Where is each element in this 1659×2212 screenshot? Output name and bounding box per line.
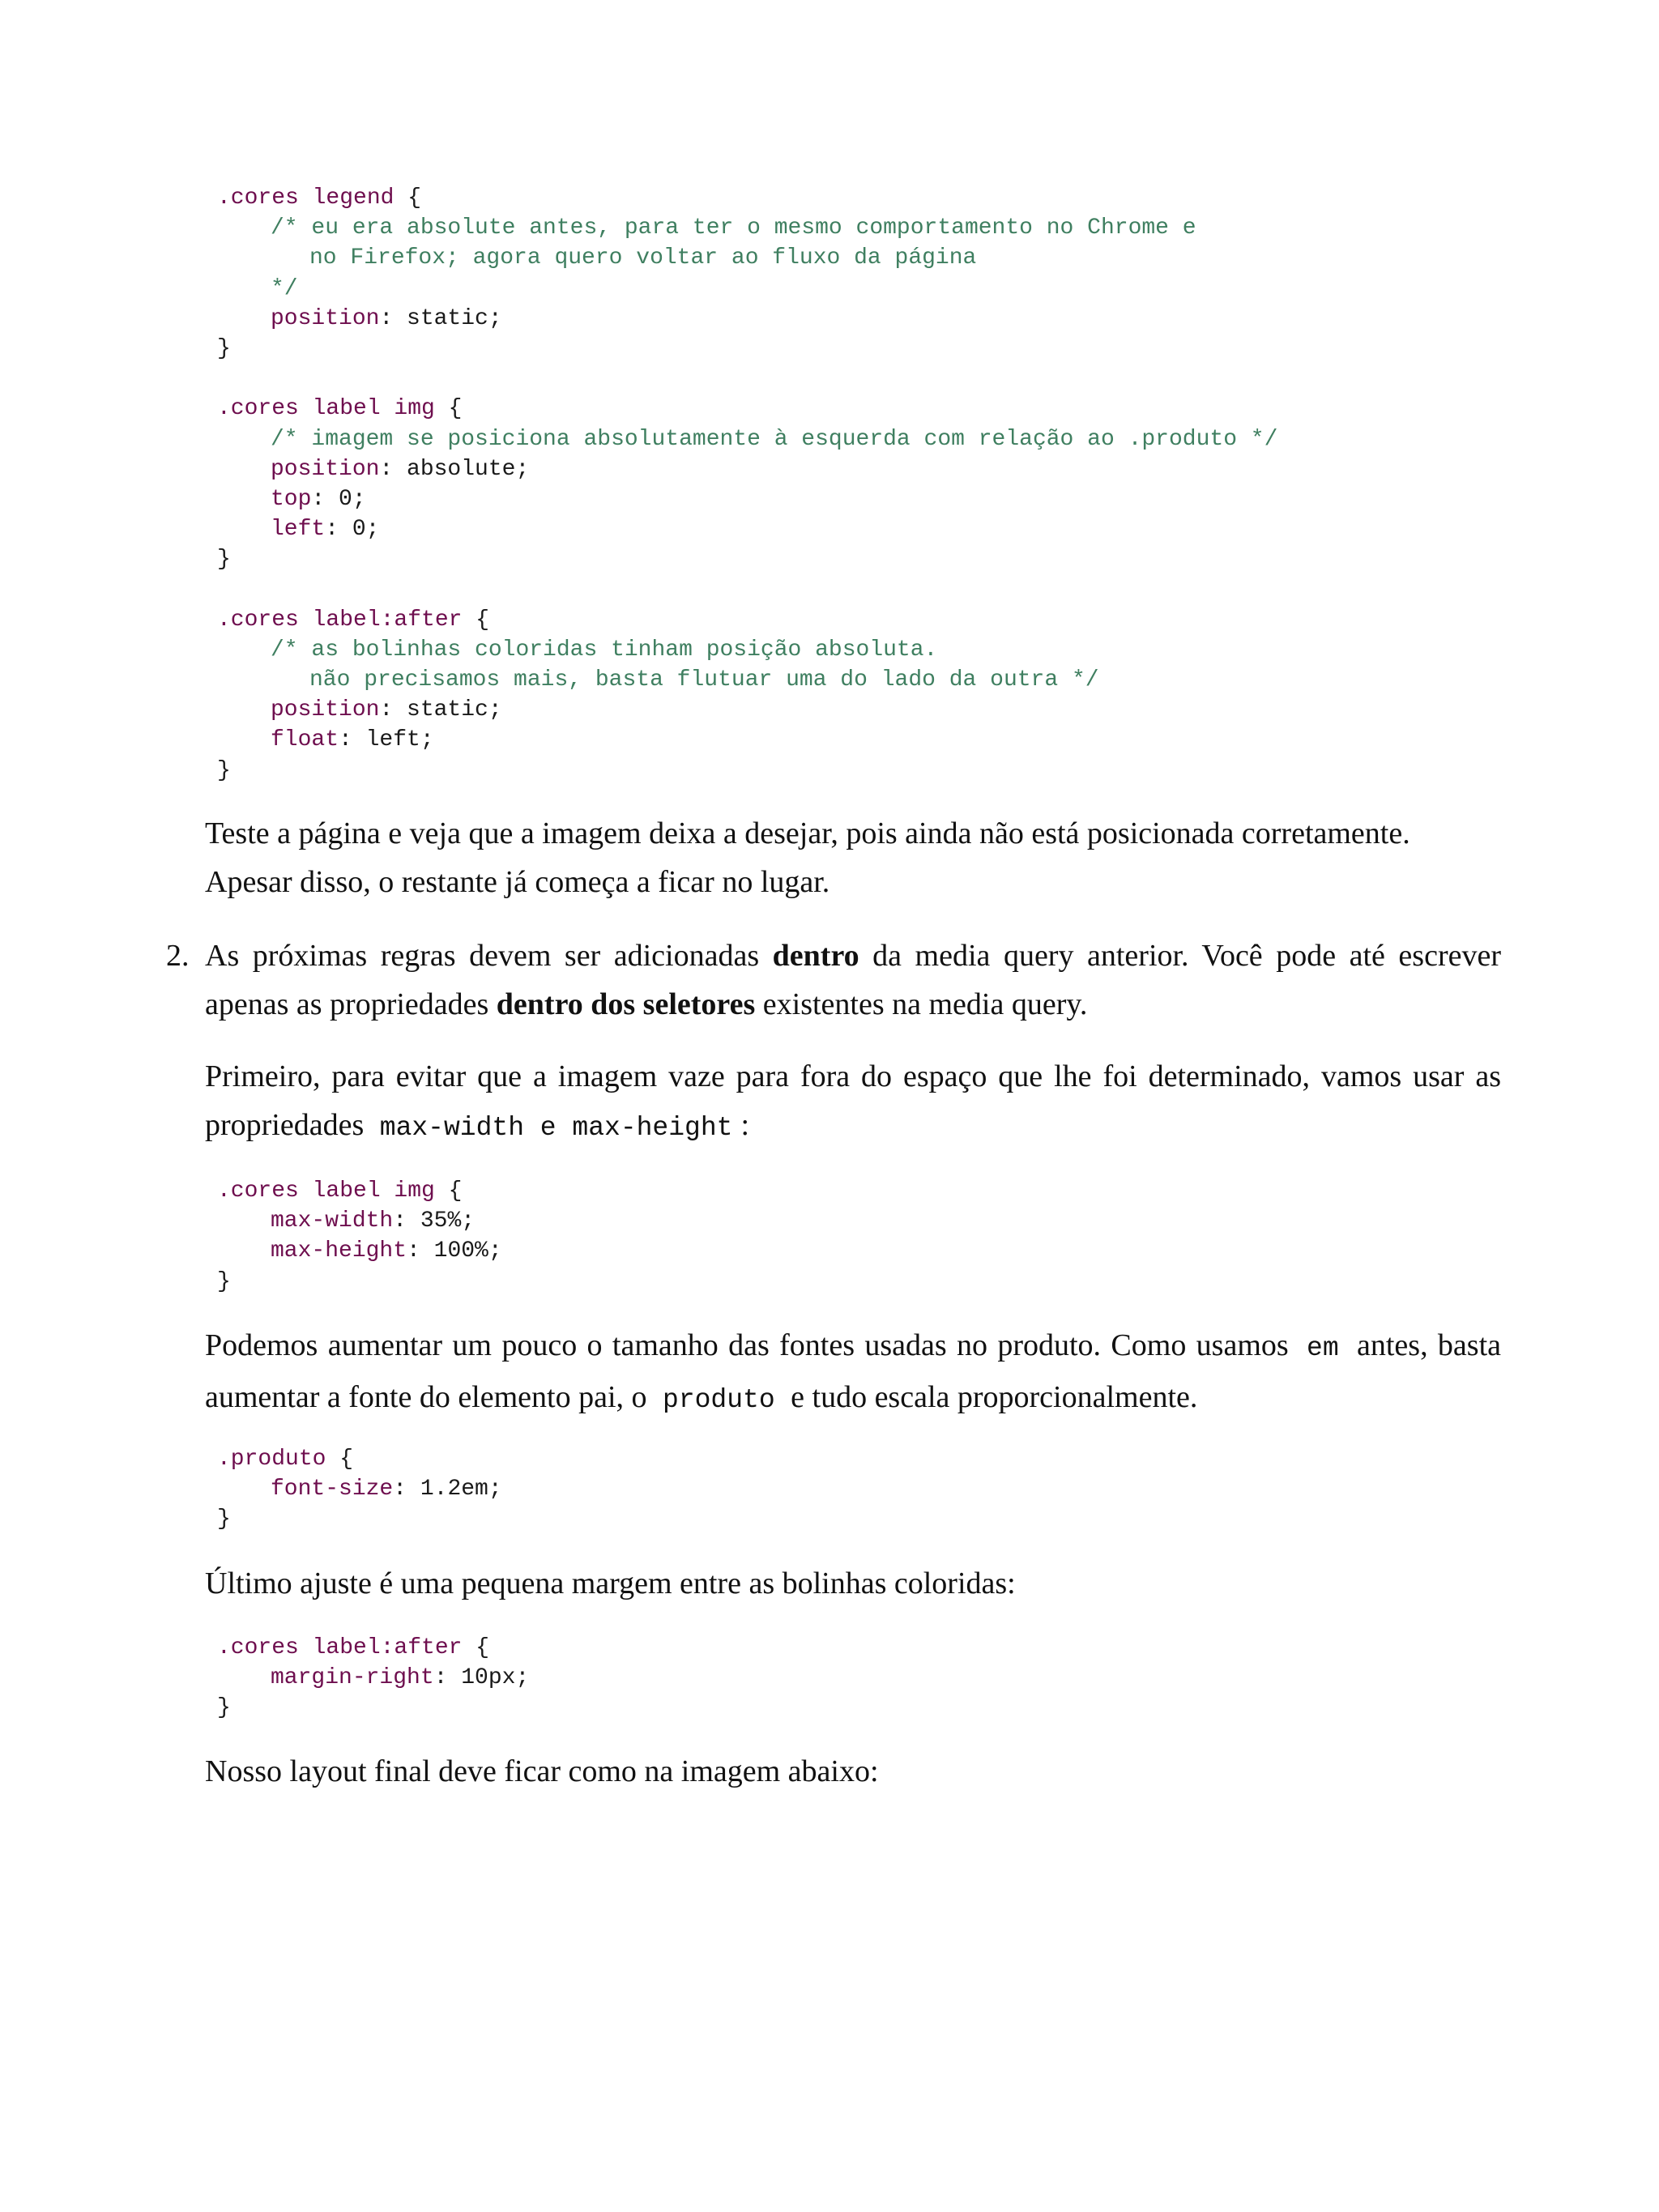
code-value: : 35%; [393,1208,476,1234]
code-value: : 1.2em; [393,1477,502,1502]
code-comment: no Firefox; agora quero voltar ao fluxo da página [309,245,977,271]
paragraph-last-adjust [205,1559,1501,1608]
text-run: As próximas regras devem ser adicionadas [205,939,773,973]
code-property: float [271,727,339,753]
code-brace: { [462,1635,490,1660]
text-run: : [740,1108,749,1142]
bold-text: dentro dos seletores [496,987,756,1021]
text-run: da media query anterior. Você pode até escrever apenas as propriedades [205,939,1501,1021]
code-property: position [271,305,380,331]
text-run: existentes na media query. [755,987,1088,1021]
code-value: : static; [379,697,502,723]
code-property: position [271,697,380,723]
code-block-cores-rules [217,183,1277,786]
paragraph-test-page [205,809,1501,906]
code-block-produto [217,1444,502,1535]
list-number: 2. [166,939,190,973]
code-property: max-width [271,1208,394,1234]
code-value: : 0; [325,517,380,543]
code-brace: } [217,1507,231,1532]
code-property: margin-right [271,1665,434,1691]
code-comment: /* imagem se posiciona absolutamente à esquerda com relação ao .produto */ [271,426,1278,452]
text-run: Podemos aumentar um pouco o tamanho das fontes usadas no produto. Como usamos [205,1328,1299,1362]
inline-code: em [1307,1333,1339,1363]
code-brace: { [434,1178,463,1204]
code-value: : 0; [311,486,366,512]
code-value: : left; [339,727,434,753]
code-property: top [271,486,312,512]
code-block-img-max [217,1176,502,1297]
code-brace: } [217,335,231,361]
text-run: Nosso layout final deve ficar como na imagem abaixo: [205,1754,879,1788]
code-brace: { [462,607,490,633]
code-property: left [271,517,326,543]
paragraph-final-layout [205,1747,1501,1796]
code-selector: .cores label img [217,396,435,422]
inline-code: produto [663,1385,775,1415]
inline-code: max-width e max-height [379,1113,733,1143]
paragraph-max-props [205,1052,1501,1153]
code-property: max-height [271,1238,407,1264]
list-item-text [205,931,1501,1029]
code-property: position [271,456,380,482]
paragraph-font-size [205,1321,1501,1425]
code-brace: } [217,1695,231,1721]
code-comment: /* eu era absolute antes, para ter o mesmo comportamento no Chrome e [271,215,1196,241]
paragraph-line: Teste a página e veja que a imagem deixa a desejar, pois ainda não está posicionada corretamente. [205,816,1410,850]
text-run: antes, basta aumentar a fonte do elemento pai, o [205,1328,1502,1414]
code-value: : 10px; [433,1665,530,1691]
code-value: : static; [379,305,502,331]
text-run: Último ajuste é uma pequena margem entre as bolinhas coloridas: [205,1566,1016,1600]
code-value: : absolute; [379,456,530,482]
text-run: e tudo escala proporcionalmente. [783,1380,1198,1414]
code-block-margin [217,1633,529,1724]
code-selector: .cores legend [217,185,394,211]
code-brace: { [434,396,463,422]
text-run: Primeiro, para evitar que a imagem vaze para fora do espaço que lhe foi determinado, vamos usar as propriedades [205,1059,1501,1142]
bold-text: dentro [772,939,859,973]
code-brace: } [217,757,231,783]
code-selector: .cores label img [217,1178,435,1204]
code-brace: { [394,185,422,211]
code-comment: /* as bolinhas coloridas tinham posição absoluta. [271,637,938,663]
code-comment: */ [271,275,298,301]
code-brace: } [217,547,231,573]
code-comment: não precisamos mais, basta flutuar uma do lado da outra */ [309,667,1099,693]
code-brace: { [326,1447,354,1472]
code-property: font-size [271,1477,394,1502]
code-selector: .cores label:after [217,1635,463,1660]
code-value: : 100%; [407,1238,502,1264]
code-selector: .produto [217,1447,326,1472]
paragraph-line: Apesar disso, o restante já começa a ficar no lugar. [205,865,830,899]
code-selector: .cores label:after [217,607,463,633]
code-brace: } [217,1268,231,1294]
